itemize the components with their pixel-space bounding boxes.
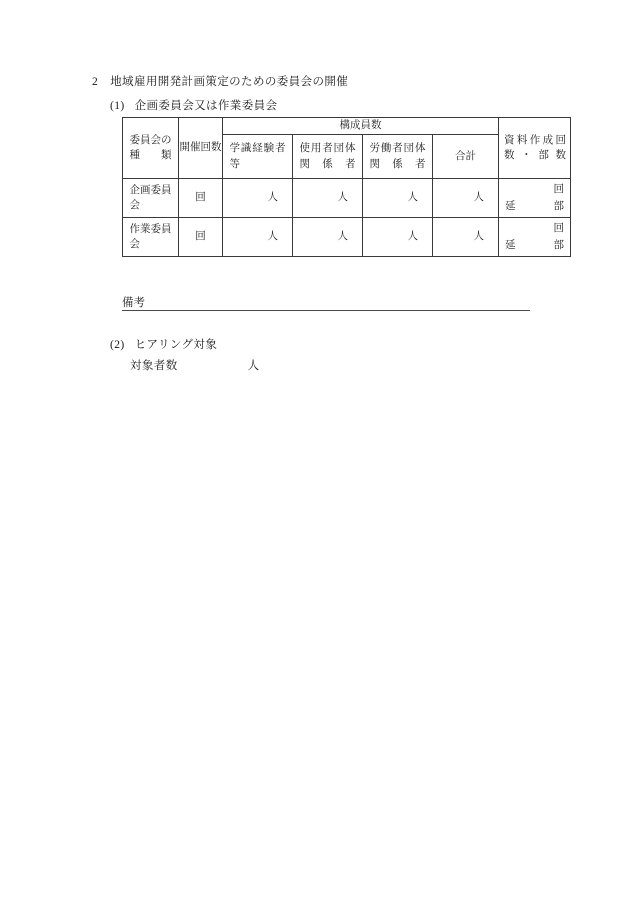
subsection-2-number: (2)	[110, 339, 125, 351]
header-total-label: 合計	[455, 150, 476, 162]
subsection-2-title: ヒアリング対象	[134, 339, 218, 351]
documents-cell-inner-planning	[499, 179, 570, 217]
cell-total-working[interactable]	[433, 218, 499, 257]
subsection-2-heading	[110, 336, 217, 352]
cell-academic-working-unit: 人	[267, 231, 278, 243]
remarks-label: 備考	[122, 297, 145, 309]
header-members-group: 構成員数	[223, 118, 499, 135]
table-row	[123, 179, 571, 218]
header-times-label: 開催回数	[179, 142, 222, 154]
cell-academic-working[interactable]	[223, 218, 293, 257]
cell-employer-working-unit: 人	[337, 231, 348, 243]
cell-times-working-unit: 回	[195, 231, 206, 243]
row-kind-working-label: 作業委員会	[129, 223, 172, 250]
cell-total-planning-unit: 人	[473, 192, 484, 204]
row-kind-working	[123, 218, 179, 257]
header-documents-label: 資料作成回数・部数	[504, 134, 566, 161]
subsection-1-number: (1)	[110, 100, 125, 112]
hearing-target-count-unit: 人	[247, 360, 260, 372]
section-title: 地域雇用開発計画策定のための委員会の開催	[110, 76, 349, 88]
cell-documents-planning-prefix: 延	[505, 200, 516, 212]
header-labor-label: 労働者団体関係者	[369, 143, 426, 170]
cell-academic-planning[interactable]	[223, 179, 293, 218]
header-academic-label: 学識経験者等	[229, 143, 286, 170]
header-academic	[223, 135, 293, 179]
cell-documents-working[interactable]	[499, 218, 571, 257]
table-header-group-row	[123, 118, 571, 135]
cell-times-working[interactable]	[179, 218, 223, 257]
cell-labor-working-unit: 人	[407, 231, 418, 243]
row-kind-planning-label: 企画委員会	[129, 184, 172, 211]
cell-documents-working-unit2: 部	[553, 239, 564, 251]
cell-labor-planning[interactable]	[363, 179, 433, 218]
cell-documents-planning[interactable]	[499, 179, 571, 218]
remarks-rule	[122, 310, 530, 311]
cell-labor-working[interactable]	[363, 218, 433, 257]
cell-total-working-unit: 人	[473, 231, 484, 243]
section-heading	[92, 73, 348, 89]
header-labor	[363, 135, 433, 179]
cell-times-planning-unit: 回	[195, 192, 206, 204]
cell-times-planning[interactable]	[179, 179, 223, 218]
cell-total-planning[interactable]	[433, 179, 499, 218]
cell-labor-planning-unit: 人	[407, 192, 418, 204]
header-total	[433, 135, 499, 179]
cell-employer-planning[interactable]	[293, 179, 363, 218]
row-kind-planning	[123, 179, 179, 218]
cell-documents-planning-unit1: 回	[553, 184, 564, 195]
cell-documents-working-prefix: 延	[505, 239, 516, 251]
header-employer-label: 使用者団体関係者	[299, 143, 356, 170]
committee-table	[122, 117, 571, 257]
cell-employer-working[interactable]	[293, 218, 363, 257]
section-number: 2	[92, 76, 99, 88]
header-documents	[499, 118, 571, 179]
subsection-1-heading	[110, 97, 277, 113]
documents-cell-inner-working	[499, 218, 570, 256]
header-kind-line1: 委員会の種類	[129, 134, 172, 161]
cell-documents-working-unit1: 回	[553, 223, 564, 234]
cell-documents-planning-line2	[505, 199, 564, 214]
cell-documents-planning-unit2: 部	[553, 200, 564, 212]
cell-employer-planning-unit: 人	[337, 192, 348, 204]
cell-academic-planning-unit: 人	[267, 192, 278, 204]
hearing-target-count-row	[130, 357, 260, 373]
table-row	[123, 218, 571, 257]
subsection-1-title: 企画委員会又は作業委員会	[134, 100, 278, 112]
hearing-target-count-label: 対象者数	[130, 360, 178, 372]
header-employer	[293, 135, 363, 179]
cell-documents-working-line2	[505, 238, 564, 253]
header-times	[179, 118, 223, 179]
remarks-field[interactable]	[122, 294, 530, 311]
header-kind	[123, 118, 179, 179]
